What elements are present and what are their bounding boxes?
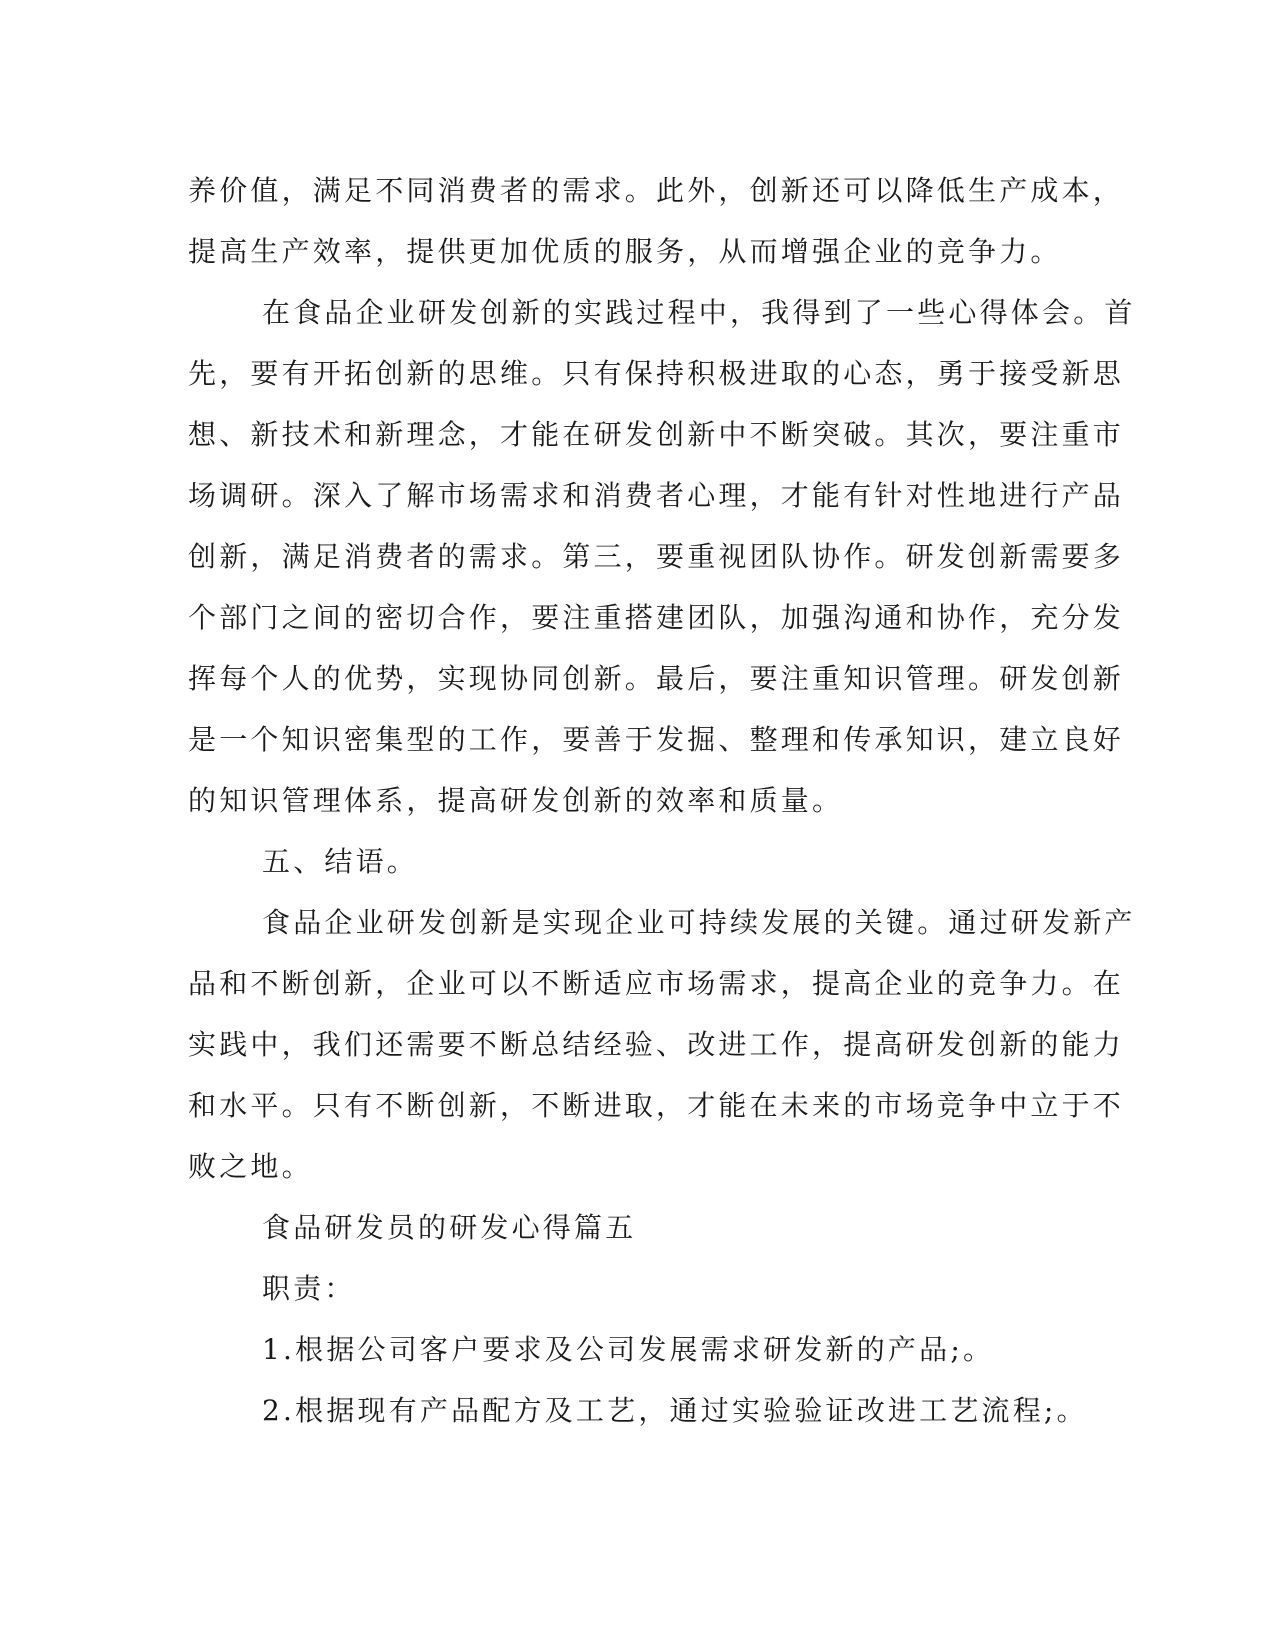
text-line: 养价值，满足不同消费者的需求。此外，创新还可以降低生产成本， bbox=[188, 174, 1125, 207]
duty-item: 2.根据现有产品配方及工艺，通过实验验证改进工艺流程;。 bbox=[262, 1394, 1088, 1427]
text-line: 挥每个人的优势，实现协同创新。最后，要注重知识管理。研发创新 bbox=[188, 662, 1125, 695]
text-line: 和水平。只有不断创新，不断进取，才能在未来的市场竞争中立于不 bbox=[188, 1089, 1125, 1122]
chapter-title: 食品研发员的研发心得篇五 bbox=[262, 1211, 637, 1244]
text-line: 场调研。深入了解市场需求和消费者心理，才能有针对性地进行产品 bbox=[188, 479, 1125, 512]
document-body bbox=[188, 160, 1136, 1441]
duty-item: 1.根据公司客户要求及公司发展需求研发新的产品;。 bbox=[262, 1333, 995, 1366]
text-line: 创新，满足消费者的需求。第三，要重视团队协作。研发创新需要多 bbox=[188, 540, 1125, 573]
text-line: 是一个知识密集型的工作，要善于发掘、整理和传承知识，建立良好 bbox=[188, 723, 1125, 756]
text-line: 提高生产效率，提供更加优质的服务，从而增强企业的竞争力。 bbox=[188, 235, 1062, 268]
duties-label: 职责： bbox=[262, 1272, 356, 1305]
text-line: 品和不断创新，企业可以不断适应市场需求，提高企业的竞争力。在 bbox=[188, 967, 1125, 1000]
text-line: 的知识管理体系，提高研发创新的效率和质量。 bbox=[188, 784, 844, 817]
paragraph-conclusion bbox=[188, 892, 1136, 1197]
text-line: 先，要有开拓创新的思维。只有保持积极进取的心态，勇于接受新思 bbox=[188, 357, 1125, 390]
duty-list bbox=[188, 1319, 1088, 1441]
paragraph-value-conclusion bbox=[188, 160, 1125, 282]
text-line: 败之地。 bbox=[188, 1150, 313, 1183]
text-line: 在食品企业研发创新的实践过程中，我得到了一些心得体会。首 bbox=[262, 296, 1136, 329]
paragraph-experience bbox=[188, 282, 1136, 831]
text-line: 食品企业研发创新是实现企业可持续发展的关键。通过研发新产 bbox=[262, 906, 1136, 939]
text-line: 个部门之间的密切合作，要注重搭建团队，加强沟通和协作，充分发 bbox=[188, 601, 1125, 634]
section-heading: 五、结语。 bbox=[262, 845, 419, 878]
text-line: 实践中，我们还需要不断总结经验、改进工作，提高研发创新的能力 bbox=[188, 1028, 1125, 1061]
text-line: 想、新技术和新理念，才能在研发创新中不断突破。其次，要注重市 bbox=[188, 418, 1125, 451]
